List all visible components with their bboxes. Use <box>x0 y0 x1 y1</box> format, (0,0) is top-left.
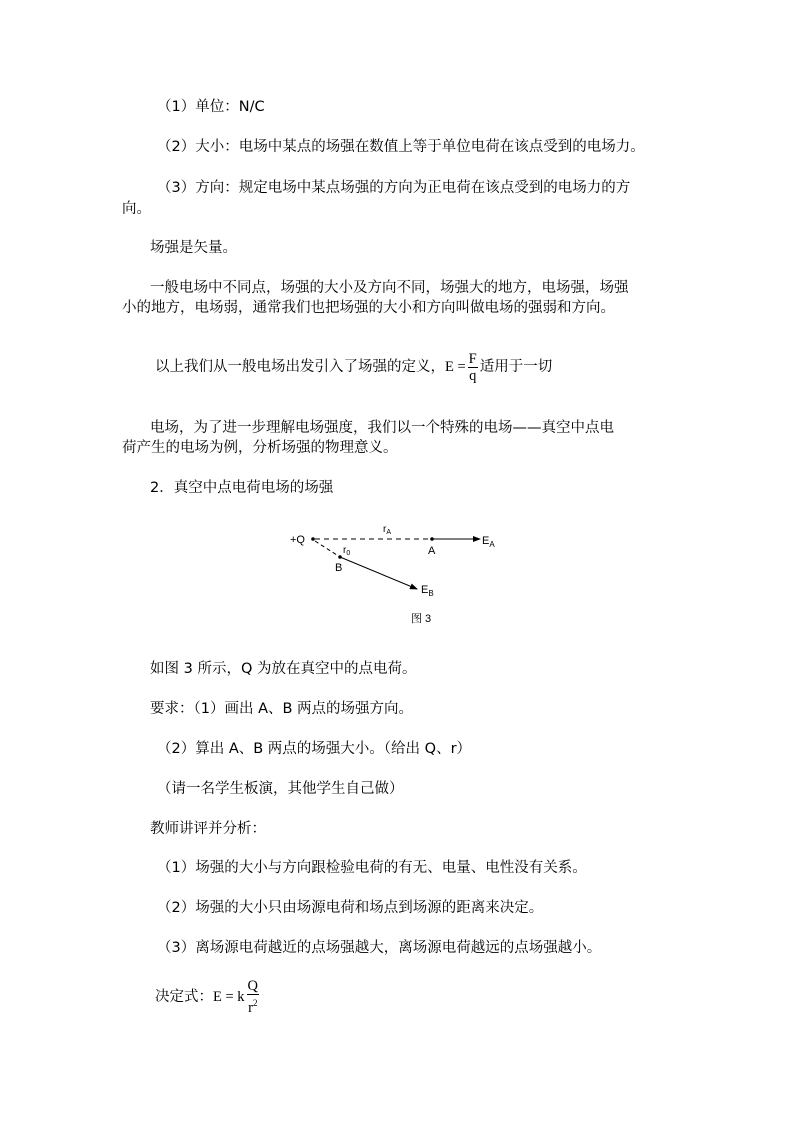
para-point-1: （1）场强的大小与方向跟检验电荷的有无、电量、电性没有关系。 <box>157 860 587 876</box>
eb-label: $E_B$ <box>421 584 434 598</box>
point-a-label: A <box>428 545 436 557</box>
para-point-3: （3）离场源电荷越近的点场强越大，离场源电荷越远的点场强越小。 <box>157 940 602 956</box>
para-decisive-formula <box>155 978 261 1016</box>
figure-caption: 图 3 <box>411 613 432 625</box>
para-direction-2: 向。 <box>122 201 151 217</box>
decisive-text-pre: 决定式： <box>155 988 213 1005</box>
para-task-2: （2）算出 A、B 两点的场强大小。（给出 Q、r） <box>157 741 472 757</box>
para-general-2: 小的地方，电场弱，通常我们也把场强的大小和方向叫做电场的强弱和方向。 <box>122 300 615 316</box>
para-special-2: 荷产生的电场为例，分析场强的物理意义。 <box>122 440 398 456</box>
charge-label: +Q <box>290 534 305 546</box>
para-board-note: （请一名学生板演，其他学生自己做） <box>157 781 404 797</box>
para-unit: （1）单位：N/C <box>157 99 265 115</box>
para-point-2: （2）场强的大小只由场源电荷和场点到场源的距离来决定。 <box>157 900 544 916</box>
para-special-1: 电场，为了进一步理解电场强度，我们以一个特殊的电场——真空中点电 <box>150 420 614 436</box>
coulomb-fraction <box>247 978 259 1016</box>
para-figure-intro: 如图 3 所示，Q 为放在真空中的点电荷。 <box>150 661 417 677</box>
para-direction-1: （3）方向：规定电场中某点场强的方向为正电荷在该点受到的电场力的方 <box>157 180 631 196</box>
r0-label: $r_0$ <box>343 545 351 557</box>
r0-dashed-line <box>315 541 340 557</box>
definition-text-post: 适用于一切 <box>479 359 553 375</box>
para-task-1: 要求：（1）画出 A、B 两点的场强方向。 <box>150 701 414 717</box>
definition-numerator: F <box>468 350 477 367</box>
coulomb-denominator: $r^2$ <box>248 998 258 1016</box>
definition-fraction <box>468 351 478 384</box>
point-b-label: B <box>335 562 343 574</box>
para-definition <box>155 349 552 385</box>
charge-point <box>311 537 315 541</box>
point-a-dot <box>430 537 434 541</box>
para-teacher: 教师讲评并分析： <box>150 821 266 837</box>
coulomb-numerator: Q <box>247 978 259 994</box>
ra-label: $r_A$ <box>383 524 392 536</box>
ea-label: $E_A$ <box>482 535 495 549</box>
section-heading: 2．真空中点电荷电场的场强 <box>150 480 334 496</box>
para-magnitude: （2）大小：电场中某点的场强在数值上等于单位电荷在该点受到的电场力。 <box>157 139 645 155</box>
definition-denominator: q <box>469 367 477 384</box>
eb-arrow <box>340 557 417 589</box>
figure-3 <box>280 518 510 633</box>
para-general-1: 一般电场中不同点，场强的大小及方向不同，场强大的地方，电场强，场强 <box>150 280 629 296</box>
definition-text-pre: 以上我们从一般电场出发引入了场强的定义， <box>155 359 445 375</box>
coulomb-formula-lhs: E = k <box>213 988 245 1005</box>
para-vector: 场强是矢量。 <box>150 240 237 256</box>
definition-formula-lhs: E = <box>445 359 466 375</box>
